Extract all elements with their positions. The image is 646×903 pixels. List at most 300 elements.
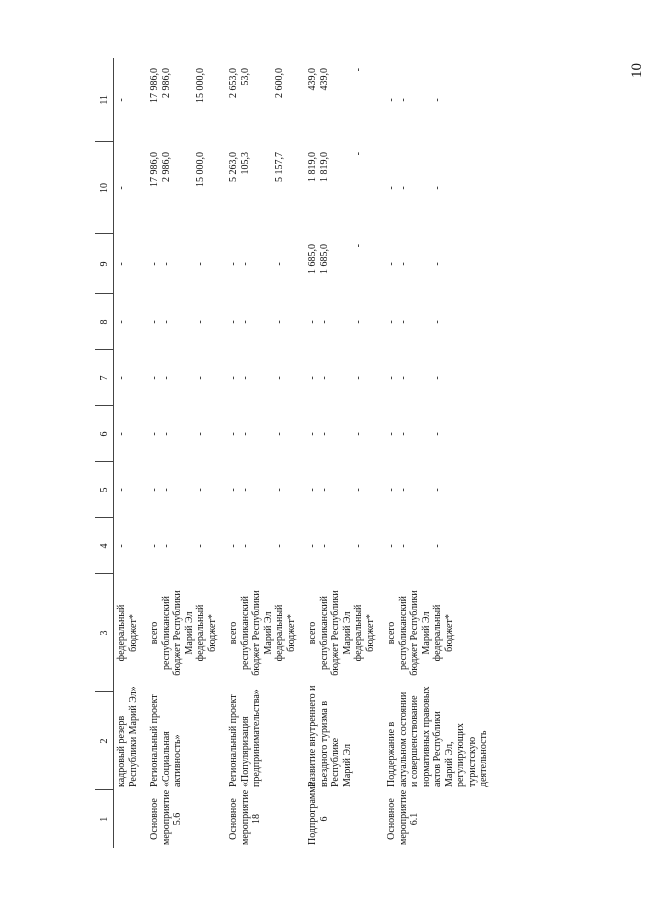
year-value-cell-line (409, 61, 421, 139)
year-value-cell-line (184, 297, 196, 347)
year-value-cell-line: - (195, 376, 206, 380)
year-value-cell-line (251, 353, 263, 403)
year-value-cell-line: - (353, 544, 364, 548)
year-value-cell-line (251, 237, 263, 291)
year-value-cell-line (184, 68, 196, 139)
funding-source-cell-line: республиканский (160, 595, 172, 671)
year-value-cell-line: 17 986,0 (149, 68, 160, 103)
year-value-cell-line (330, 521, 342, 571)
activity-name-cell-line: въездного туризма в (318, 700, 330, 787)
year-value-cell-line: - (432, 320, 443, 324)
year-value-cell (384, 142, 498, 234)
year-value-cell-line: - (228, 544, 239, 548)
year-value-cell-line: - (353, 68, 364, 72)
year-value-cell-line (421, 409, 433, 459)
year-value-cell-line (172, 409, 184, 459)
activity-name-cell-line: Республике (330, 737, 341, 787)
year-value-cell (114, 294, 148, 350)
year-value-cell-line: - (274, 376, 285, 380)
rotated-table-container (95, 58, 515, 848)
year-value-cell-line: - (318, 432, 330, 436)
budget-table (95, 58, 498, 848)
year-value-cell-line: - (160, 488, 172, 492)
year-value-cell-line: - (228, 432, 239, 436)
year-value-cell-line: 5 157,7 (274, 152, 285, 182)
year-value-cell-line: - (195, 320, 206, 324)
year-value-cell-line: - (228, 376, 239, 380)
year-value-cell-line (330, 409, 342, 459)
activity-code-cell-line: 6.1 (409, 812, 420, 826)
year-value-cell-line (421, 237, 433, 291)
activity-name-cell (147, 692, 226, 790)
year-value-cell-line: - (307, 544, 318, 548)
year-value-cell-line: - (397, 432, 409, 436)
year-value-cell (305, 234, 384, 294)
column-header: 9 (95, 234, 114, 294)
year-value-cell-line: - (353, 320, 364, 324)
year-value-cell-line (421, 521, 433, 571)
year-value-cell-line: - (432, 186, 443, 190)
year-value-cell-line: - (307, 376, 318, 380)
year-value-cell-line: - (353, 152, 364, 156)
year-value-cell-line: 15 000,0 (195, 68, 206, 103)
year-value-cell-line (421, 353, 433, 403)
year-value-cell (305, 142, 384, 234)
year-value-cell (226, 294, 305, 350)
year-value-cell-line: - (239, 432, 251, 436)
year-value-cell-line: 439,0 (318, 68, 330, 91)
year-value-cell-line (172, 237, 184, 291)
activity-code-cell-line: мероприятие (397, 789, 409, 845)
funding-source-cell (384, 574, 498, 692)
year-value-cell-line: - (397, 376, 409, 380)
year-value-cell-line: - (397, 544, 409, 548)
year-value-cell-line (409, 145, 421, 231)
year-value-cell (114, 518, 148, 574)
year-value-cell-line (409, 409, 421, 459)
year-value-cell (226, 142, 305, 234)
year-value-cell-line: - (386, 376, 397, 380)
year-value-cell-line: - (274, 320, 285, 324)
year-value-cell-line (421, 61, 433, 139)
year-value-cell (147, 294, 226, 350)
year-value-cell-line (263, 521, 275, 571)
year-value-cell-line: - (116, 488, 127, 492)
year-value-cell-line: - (318, 544, 330, 548)
year-value-cell-line (251, 68, 263, 139)
year-value-cell (147, 142, 226, 234)
activity-name-cell-line: деятельность (478, 730, 489, 787)
activity-name-cell (114, 686, 148, 790)
year-value-cell-line: - (116, 186, 127, 190)
year-value-cell-line (330, 465, 342, 515)
year-value-cell-line: - (149, 488, 160, 492)
year-value-cell-line (421, 145, 433, 231)
year-value-cell-line: - (195, 488, 206, 492)
year-value-cell-line (409, 297, 421, 347)
year-value-cell-line (184, 237, 196, 291)
funding-source-cell (305, 574, 384, 692)
year-value-cell-line: - (318, 488, 330, 492)
year-value-cell-line: - (397, 262, 409, 266)
column-header: 2 (95, 692, 114, 790)
table-row (226, 58, 305, 848)
year-value-cell-line (251, 465, 263, 515)
funding-source-cell-line: всего (149, 621, 160, 645)
funding-source-cell-line: Марий Эл (183, 611, 195, 655)
funding-source-cell-line: федеральный (274, 604, 285, 662)
funding-source-cell-line: бюджет Республики (172, 590, 183, 676)
year-value-cell (305, 462, 384, 518)
activity-code-cell-line: Основное (228, 798, 239, 840)
year-value-cell-line: - (274, 488, 285, 492)
activity-name-cell (384, 686, 498, 790)
year-value-cell-line (172, 465, 184, 515)
year-value-cell (305, 58, 384, 142)
year-value-cell-line: - (274, 544, 285, 548)
year-value-cell (305, 518, 384, 574)
activity-code-cell (114, 790, 148, 848)
activity-code-cell-line: мероприятие (239, 789, 251, 845)
year-value-cell-line: - (397, 320, 409, 324)
year-value-cell-line (330, 152, 342, 231)
year-value-cell-line: - (386, 320, 397, 324)
year-value-cell-line (330, 297, 342, 347)
year-value-cell (147, 462, 226, 518)
year-value-cell-line: - (149, 320, 160, 324)
year-value-cell (384, 518, 498, 574)
funding-source-cell-line: Марий Эл (420, 611, 432, 655)
column-header: 4 (95, 518, 114, 574)
activity-name-cell-line: предпринимательства» (251, 689, 262, 787)
year-value-cell (147, 350, 226, 406)
year-value-cell-line: - (195, 262, 206, 266)
year-value-cell-line: - (239, 320, 251, 324)
year-value-cell-line (421, 297, 433, 347)
year-value-cell-line: - (116, 544, 127, 548)
year-value-cell-line: - (274, 432, 285, 436)
year-value-cell-line: - (228, 320, 239, 324)
funding-source-cell-line: республиканский (318, 595, 330, 671)
year-value-cell-line (342, 353, 354, 403)
year-value-cell (384, 294, 498, 350)
activity-name-cell-line: Поддержание в (386, 721, 397, 787)
year-value-cell-line (330, 244, 342, 291)
year-value-cell-line: 2 986,0 (160, 152, 172, 182)
funding-source-cell-line: бюджет* (443, 614, 455, 652)
column-header: 11 (95, 58, 114, 142)
year-value-cell-line: 2 653,0 (228, 68, 239, 98)
year-value-cell-line: - (228, 262, 239, 266)
year-value-cell-line: - (397, 186, 409, 190)
column-header: 6 (95, 406, 114, 462)
year-value-cell-line (263, 152, 275, 231)
year-value-cell (226, 350, 305, 406)
year-value-cell-line: - (386, 432, 397, 436)
year-value-cell-line (172, 521, 184, 571)
year-value-cell-line: 15 000,0 (195, 152, 206, 187)
year-value-cell-line: 1 685,0 (307, 244, 318, 274)
year-value-cell-line: - (397, 488, 409, 492)
year-value-cell-line (263, 68, 275, 139)
column-header: 3 (95, 574, 114, 692)
year-value-cell (384, 462, 498, 518)
year-value-cell (226, 518, 305, 574)
year-value-cell-line: - (397, 98, 409, 102)
year-value-cell (226, 462, 305, 518)
year-value-cell (114, 142, 148, 234)
funding-source-cell-line: всего (307, 621, 318, 645)
funding-source-cell-line: бюджет* (206, 614, 218, 652)
column-header: 5 (95, 462, 114, 518)
table-row (114, 58, 148, 848)
activity-code-cell-line: Подпрограмма (307, 782, 318, 845)
year-value-cell-line: - (432, 432, 443, 436)
funding-source-cell-line: Марий Эл (341, 611, 353, 655)
year-value-cell (147, 406, 226, 462)
year-value-cell-line (172, 297, 184, 347)
year-value-cell (305, 294, 384, 350)
year-value-cell-line: - (160, 376, 172, 380)
year-value-cell (384, 350, 498, 406)
activity-code-cell-line: Основное (149, 798, 160, 840)
activity-name-cell-line: Марий Эл, (443, 741, 455, 787)
activity-name-cell-line: Республики Марий Эл» (127, 686, 139, 787)
funding-source-cell-line: федеральный (116, 604, 127, 662)
year-value-cell-line: - (274, 262, 285, 266)
year-value-cell-line: - (195, 544, 206, 548)
year-value-cell (305, 350, 384, 406)
year-value-cell-line: - (149, 544, 160, 548)
activity-name-cell-line: кадровый резерв (116, 715, 127, 787)
year-value-cell-line: - (432, 376, 443, 380)
year-value-cell-line: - (116, 262, 127, 266)
year-value-cell-line (172, 353, 184, 403)
activity-code-cell (305, 782, 384, 848)
year-value-cell (384, 58, 498, 142)
year-value-cell-line (421, 465, 433, 515)
funding-source-cell-line: бюджет* (364, 614, 376, 652)
year-value-cell-line: - (239, 544, 251, 548)
year-value-cell-line: 53,0 (239, 68, 251, 86)
column-header: 8 (95, 294, 114, 350)
year-value-cell (147, 58, 226, 142)
activity-code-cell-line: 6 (318, 816, 330, 822)
activity-name-cell-line: Региональный проект (228, 694, 239, 787)
year-value-cell-line (342, 465, 354, 515)
funding-source-cell-line: бюджет Республики (251, 590, 262, 676)
year-value-cell-line: - (149, 262, 160, 266)
year-value-cell-line: - (149, 432, 160, 436)
activity-name-cell-line: туристскую (466, 736, 478, 787)
year-value-cell-line: - (116, 432, 127, 436)
year-value-cell-line: - (116, 320, 127, 324)
year-value-cell-line: 439,0 (307, 68, 318, 91)
year-value-cell-line: 1 819,0 (307, 152, 318, 182)
funding-source-cell (114, 574, 148, 692)
activity-name-cell-line: нормативных правовых (420, 686, 432, 787)
funding-source-cell-line: бюджет Республики (330, 590, 341, 676)
year-value-cell-line: - (386, 98, 397, 102)
year-value-cell-line: - (432, 488, 443, 492)
year-value-cell-line: - (386, 262, 397, 266)
year-value-cell-line (263, 297, 275, 347)
year-value-cell (226, 406, 305, 462)
activity-name-cell-line: Развитие внутреннего и (307, 685, 318, 787)
year-value-cell-line (263, 465, 275, 515)
year-value-cell-line: 17 986,0 (149, 152, 160, 187)
activity-name-cell-line: актуальном состоянии (397, 691, 409, 787)
activity-code-cell (384, 790, 498, 848)
funding-source-cell-line: республиканский (239, 595, 251, 671)
activity-name-cell-line: «Социальная (160, 731, 172, 787)
year-value-cell-line: - (307, 320, 318, 324)
funding-source-cell-line: бюджет* (127, 614, 139, 652)
year-value-cell-line: - (353, 376, 364, 380)
year-value-cell-line: - (353, 244, 364, 248)
year-value-cell-line: - (160, 432, 172, 436)
year-value-cell-line: 105,3 (239, 152, 251, 175)
year-value-cell (114, 406, 148, 462)
year-value-cell (147, 518, 226, 574)
year-value-cell-line (184, 353, 196, 403)
year-value-cell (114, 234, 148, 294)
year-value-cell-line: - (160, 320, 172, 324)
year-value-cell-line: - (239, 376, 251, 380)
year-value-cell-line: - (116, 98, 127, 102)
year-value-cell-line: - (432, 98, 443, 102)
year-value-cell-line: 5 263,0 (228, 152, 239, 182)
year-value-cell-line (330, 353, 342, 403)
year-value-cell-line (342, 152, 354, 231)
funding-source-cell-line: федеральный (195, 604, 206, 662)
year-value-cell-line: - (116, 376, 127, 380)
table-row (305, 58, 384, 848)
year-value-cell-line: - (239, 488, 251, 492)
year-value-cell-line: - (239, 262, 251, 266)
activity-name-cell-line: Региональный проект (149, 694, 160, 787)
activity-name-cell-line: Марий Эл (341, 744, 353, 787)
year-value-cell-line: - (307, 488, 318, 492)
activity-name-cell-line: «Популяризация (239, 716, 251, 787)
year-value-cell-line: - (432, 262, 443, 266)
year-value-cell-line: - (160, 544, 172, 548)
year-value-cell-line: - (432, 544, 443, 548)
funding-source-cell (226, 574, 305, 692)
year-value-cell-line (172, 68, 184, 139)
activity-code-cell (226, 790, 305, 848)
year-value-cell-line (409, 237, 421, 291)
year-value-cell-line (342, 297, 354, 347)
year-value-cell-line (409, 353, 421, 403)
activity-code-cell (147, 790, 226, 848)
column-number-header (95, 58, 114, 848)
year-value-cell-line (263, 353, 275, 403)
activity-code-cell-line: 18 (251, 814, 262, 824)
year-value-cell-line (409, 465, 421, 515)
year-value-cell-line (330, 68, 342, 139)
funding-source-cell-line: федеральный (353, 604, 364, 662)
year-value-cell-line (342, 244, 354, 291)
table-row (384, 58, 498, 848)
activity-name-cell-line: актов Республики (432, 711, 443, 787)
year-value-cell-line (251, 297, 263, 347)
year-value-cell-line: - (307, 432, 318, 436)
year-value-cell-line: - (386, 488, 397, 492)
year-value-cell-line: 1 819,0 (318, 152, 330, 182)
year-value-cell-line: - (386, 544, 397, 548)
column-header: 10 (95, 142, 114, 234)
year-value-cell-line: - (195, 432, 206, 436)
funding-source-cell-line: Марий Эл (262, 611, 274, 655)
column-header: 7 (95, 350, 114, 406)
year-value-cell-line (251, 152, 263, 231)
year-value-cell-line (342, 409, 354, 459)
year-value-cell-line (184, 152, 196, 231)
year-value-cell (147, 234, 226, 294)
year-value-cell-line: - (228, 488, 239, 492)
year-value-cell-line: 1 685,0 (318, 244, 330, 274)
year-value-cell-line (409, 521, 421, 571)
year-value-cell (384, 234, 498, 294)
year-value-cell-line (184, 409, 196, 459)
table-row (147, 58, 226, 848)
year-value-cell-line (251, 521, 263, 571)
year-value-cell (384, 406, 498, 462)
year-value-cell-line: - (353, 432, 364, 436)
activity-name-cell (305, 685, 384, 790)
year-value-cell-line: - (318, 320, 330, 324)
year-value-cell-line (172, 152, 184, 231)
year-value-cell (114, 58, 148, 142)
year-value-cell (226, 234, 305, 294)
year-value-cell-line (251, 409, 263, 459)
year-value-cell-line (263, 409, 275, 459)
year-value-cell-line (184, 521, 196, 571)
activity-code-cell-line: 5.6 (172, 812, 183, 826)
year-value-cell-line: - (353, 488, 364, 492)
activity-name-cell (226, 689, 305, 790)
year-value-cell-line: 2 600,0 (274, 68, 285, 98)
year-value-cell (226, 58, 305, 142)
year-value-cell-line (342, 521, 354, 571)
year-value-cell-line: - (149, 376, 160, 380)
year-value-cell (114, 462, 148, 518)
column-header: 1 (95, 790, 114, 848)
year-value-cell-line: - (160, 262, 172, 266)
year-value-cell-line: - (386, 186, 397, 190)
funding-source-cell-line: бюджет* (285, 614, 297, 652)
page-number: 10 (629, 63, 645, 78)
year-value-cell (114, 350, 148, 406)
year-value-cell-line (184, 465, 196, 515)
funding-source-cell-line: всего (386, 621, 397, 645)
year-value-cell-line (342, 68, 354, 139)
activity-code-cell-line: Основное (386, 798, 397, 840)
funding-source-cell-line: республиканский (397, 595, 409, 671)
funding-source-cell-line: федеральный (432, 604, 443, 662)
funding-source-cell-line: всего (228, 621, 239, 645)
activity-name-cell-line: регулирующих (455, 723, 466, 787)
year-value-cell-line: - (318, 376, 330, 380)
table-body (114, 58, 498, 848)
year-value-cell-line: 2 986,0 (160, 68, 172, 98)
activity-code-cell-line: мероприятие (160, 789, 172, 845)
year-value-cell (305, 406, 384, 462)
funding-source-cell (147, 574, 226, 692)
year-value-cell-line (263, 237, 275, 291)
funding-source-cell-line: бюджет Республики (409, 590, 420, 676)
